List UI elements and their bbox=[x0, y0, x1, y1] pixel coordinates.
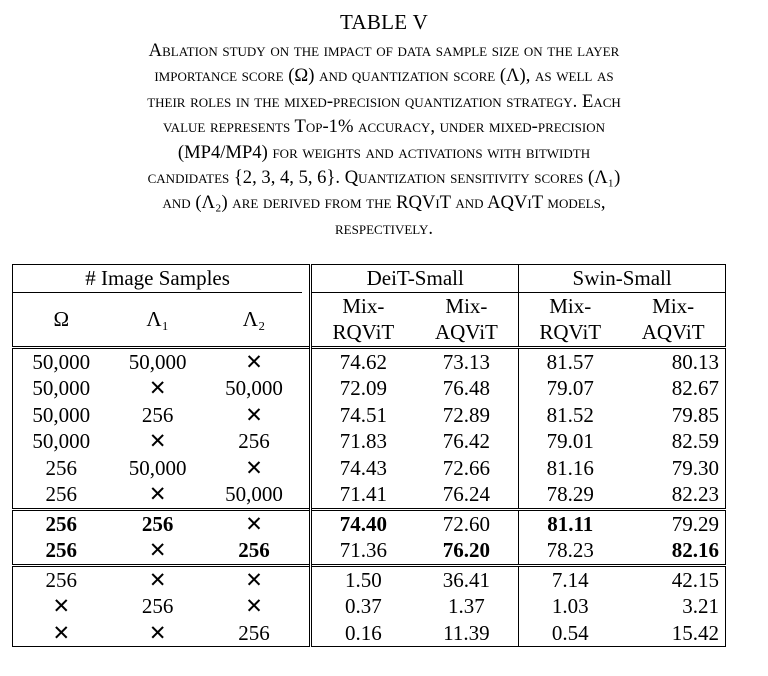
table-cell: 73.13 bbox=[415, 347, 519, 375]
column-divider bbox=[302, 455, 311, 482]
table-cell: 81.57 bbox=[519, 347, 622, 375]
table-cell: 256 bbox=[13, 509, 110, 537]
caption-line: respectively. bbox=[335, 217, 433, 239]
table-cell: 79.29 bbox=[621, 509, 725, 537]
table-cell: 50,000 bbox=[225, 376, 283, 401]
table-cell: ✕ bbox=[206, 509, 302, 537]
table-cell: 50,000 bbox=[110, 347, 206, 375]
table-cell: 1.50 bbox=[311, 565, 415, 593]
table-cell: 50,000 bbox=[13, 347, 110, 375]
table-cell: 256 bbox=[110, 509, 206, 537]
table-cell: 1.03 bbox=[519, 593, 622, 620]
table-cell: 82.67 bbox=[621, 375, 725, 402]
table-row bbox=[13, 593, 726, 620]
column-divider bbox=[302, 375, 311, 402]
table-cell: 76.24 bbox=[415, 481, 519, 509]
table-cell: 74.43 bbox=[339, 455, 387, 480]
header-deit-small: DeiT-Small bbox=[311, 265, 519, 293]
table-cell: 36.41 bbox=[415, 565, 519, 593]
header-row-groups bbox=[13, 265, 726, 293]
table-row bbox=[13, 347, 726, 375]
table-cell: 256 bbox=[206, 620, 302, 647]
table-cell: 256 bbox=[206, 537, 302, 565]
caption-line: and (Λ₂) are derived from the RQViT and AQViT models, bbox=[162, 192, 606, 214]
table-cell: 76.42 bbox=[442, 429, 491, 454]
table-cell: 74.62 bbox=[311, 347, 415, 375]
header-swin-rqvit: RQViT bbox=[519, 319, 622, 347]
table-caption bbox=[10, 38, 758, 241]
column-divider bbox=[302, 537, 311, 565]
header-mix: Mix- bbox=[311, 292, 415, 319]
column-divider bbox=[302, 593, 311, 620]
caption-line: (MP4/MP4) for weights and activations with bitwidth bbox=[177, 141, 591, 163]
column-divider bbox=[302, 509, 311, 537]
column-divider bbox=[302, 565, 311, 593]
table-cell: ✕ bbox=[206, 347, 302, 375]
header-omega: Ω bbox=[13, 292, 110, 347]
table-cell: 0.54 bbox=[519, 620, 622, 647]
column-divider bbox=[302, 402, 311, 429]
caption-line: value represents Top-1% accuracy, under mixed-precision bbox=[162, 116, 606, 138]
table-cell: 81.52 bbox=[519, 402, 622, 429]
header-row-mix bbox=[13, 292, 726, 319]
table-cell: 71.83 bbox=[339, 429, 387, 454]
table-cell: 50,000 bbox=[128, 455, 187, 480]
header-deit-aqvit: AQViT bbox=[415, 319, 519, 347]
table-cell: ✕ bbox=[110, 565, 206, 593]
table-cell: 78.29 bbox=[519, 481, 622, 509]
table-cell: 71.36 bbox=[311, 537, 415, 565]
table-cell: 50,000 bbox=[206, 481, 302, 509]
column-divider bbox=[302, 428, 311, 455]
column-divider bbox=[302, 265, 311, 293]
table-cell: 11.39 bbox=[415, 620, 519, 647]
table-cell: 0.37 bbox=[345, 594, 382, 619]
table-cell: ✕ bbox=[110, 481, 206, 509]
table-cell: 79.07 bbox=[519, 375, 622, 402]
table-cell: 256 bbox=[238, 429, 270, 454]
table-row bbox=[13, 428, 726, 455]
table-title: TABLE V bbox=[339, 10, 429, 34]
table-cell: ✕ bbox=[245, 402, 263, 427]
header-swin-aqvit: AQViT bbox=[621, 319, 725, 347]
table-cell: 256 bbox=[13, 481, 110, 509]
table-cell: 256 bbox=[141, 594, 174, 619]
table-row bbox=[13, 537, 726, 565]
table-row bbox=[13, 620, 726, 647]
table-cell: 74.51 bbox=[339, 402, 387, 427]
table-cell: 50,000 bbox=[13, 375, 110, 402]
table-cell: 50,000 bbox=[13, 402, 110, 429]
table-cell: 50,000 bbox=[13, 428, 110, 455]
header-image-samples: # Image Samples bbox=[13, 265, 303, 293]
table-cell: ✕ bbox=[13, 593, 110, 620]
header-deit-rqvit: RQViT bbox=[311, 319, 415, 347]
table-cell: 1.37 bbox=[448, 594, 485, 619]
header-swin-small: Swin-Small bbox=[519, 265, 726, 293]
caption-line: Ablation study on the impact of data sample size on the layer bbox=[148, 40, 620, 61]
column-divider bbox=[302, 292, 311, 347]
table-cell: ✕ bbox=[148, 376, 167, 401]
table-cell: 0.16 bbox=[311, 620, 415, 647]
header-lambda2: Λ₂ bbox=[206, 292, 302, 347]
table-cell: ✕ bbox=[13, 620, 110, 647]
table-cell: 82.59 bbox=[621, 428, 725, 455]
table-cell: 72.60 bbox=[415, 509, 519, 537]
column-divider bbox=[302, 481, 311, 509]
table-cell: 72.09 bbox=[339, 376, 387, 401]
caption-line: importance score (Ω) and quantization score (Λ), as well as bbox=[154, 65, 614, 87]
table-cell: 76.48 bbox=[442, 376, 491, 401]
table-cell: 81.11 bbox=[519, 509, 622, 537]
table-cell: 82.23 bbox=[621, 481, 725, 509]
header-mix: Mix- bbox=[415, 292, 519, 319]
table-cell: 15.42 bbox=[621, 620, 725, 647]
table-cell: ✕ bbox=[245, 594, 263, 619]
table-row bbox=[13, 481, 726, 509]
table-cell: 78.23 bbox=[519, 537, 622, 565]
table-cell: 72.89 bbox=[442, 402, 491, 427]
table-cell: ✕ bbox=[148, 429, 167, 454]
table-row bbox=[13, 455, 726, 482]
table-cell: 42.15 bbox=[621, 565, 725, 593]
table-cell: 80.13 bbox=[621, 347, 725, 375]
table-cell: 71.41 bbox=[311, 481, 415, 509]
caption-line: their roles in the mixed-precision quantization strategy. Each bbox=[147, 90, 621, 112]
table-cell: ✕ bbox=[206, 565, 302, 593]
table-cell: 256 bbox=[13, 455, 110, 482]
table-cell: 79.30 bbox=[621, 455, 725, 482]
table-row bbox=[13, 509, 726, 537]
table-cell: 79.01 bbox=[519, 428, 622, 455]
caption-line: candidates {2, 3, 4, 5, 6}. Quantization sensitivity scores (Λ₁) bbox=[147, 167, 621, 189]
column-divider bbox=[302, 347, 311, 375]
ablation-table bbox=[12, 264, 726, 647]
header-mix: Mix- bbox=[519, 292, 622, 319]
header-mix: Mix- bbox=[621, 292, 725, 319]
table-cell: ✕ bbox=[110, 620, 206, 647]
header-lambda1: Λ₁ bbox=[110, 292, 206, 347]
table-cell: 7.14 bbox=[519, 565, 622, 593]
table-cell: 79.85 bbox=[621, 402, 725, 429]
table-cell: 81.16 bbox=[519, 455, 622, 482]
column-divider bbox=[302, 620, 311, 647]
table-cell: 3.21 bbox=[621, 593, 725, 620]
table-cell: 256 bbox=[141, 402, 174, 427]
table-cell: 74.40 bbox=[311, 509, 415, 537]
table-cell: 82.16 bbox=[621, 537, 725, 565]
table-row bbox=[13, 402, 726, 429]
table-row bbox=[13, 375, 726, 402]
table-cell: 256 bbox=[13, 537, 110, 565]
table-cell: 256 bbox=[13, 565, 110, 593]
table-cell: ✕ bbox=[245, 455, 263, 480]
table-row bbox=[13, 565, 726, 593]
table-cell: 76.20 bbox=[415, 537, 519, 565]
table-cell: 72.66 bbox=[442, 455, 491, 480]
table-cell: ✕ bbox=[110, 537, 206, 565]
